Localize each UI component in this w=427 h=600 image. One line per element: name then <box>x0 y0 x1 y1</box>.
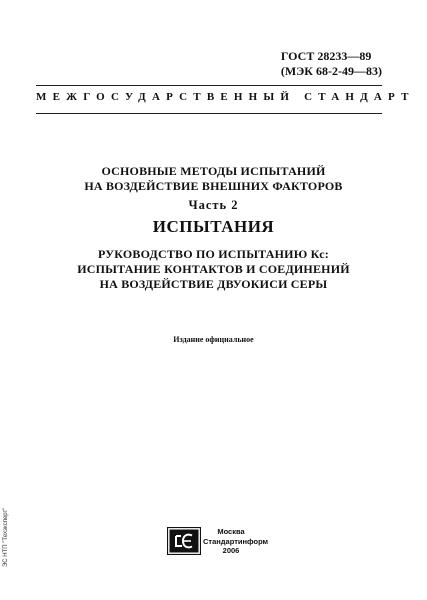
official-edition-label: Издание официальное <box>173 335 254 344</box>
standard-designation <box>281 49 382 79</box>
part-number: Часть 2 <box>188 198 239 212</box>
publisher-city: Москва <box>217 527 245 536</box>
subtitle-line-2: ИСПЫТАНИЕ КОНТАКТОВ И СОЕДИНЕНИЙ <box>77 262 350 276</box>
part-title: ИСПЫТАНИЯ <box>152 217 275 236</box>
top-rule <box>36 85 382 86</box>
publisher-year: 2006 <box>222 546 240 555</box>
publisher-block <box>203 527 269 556</box>
subtitle <box>0 247 427 292</box>
subtitle-line-1: РУКОВОДСТВО ПО ИСПЫТАНИЮ Кс: <box>98 247 329 261</box>
side-watermark: ЭС НТП "Техэксперт" <box>3 507 9 567</box>
interstate-standard-banner: МЕЖГОСУДАРСТВЕННЫЙ СТАНДАРТ <box>36 91 415 103</box>
standartinform-logo-icon <box>167 527 201 555</box>
iec-number: (МЭК 68-2-49—83) <box>280 64 382 78</box>
gost-number: ГОСТ 28233—89 <box>280 49 372 63</box>
bottom-rule <box>36 113 382 114</box>
main-title-line-1: ОСНОВНЫЕ МЕТОДЫ ИСПЫТАНИЙ <box>101 164 326 178</box>
main-title <box>0 164 427 194</box>
main-title-line-2: НА ВОЗДЕЙСТВИЕ ВНЕШНИХ ФАКТОРОВ <box>84 179 343 193</box>
subtitle-line-3: НА ВОЗДЕЙСТВИЕ ДВУОКИСИ СЕРЫ <box>99 277 328 291</box>
publisher-name: Стандартинформ <box>203 536 269 546</box>
